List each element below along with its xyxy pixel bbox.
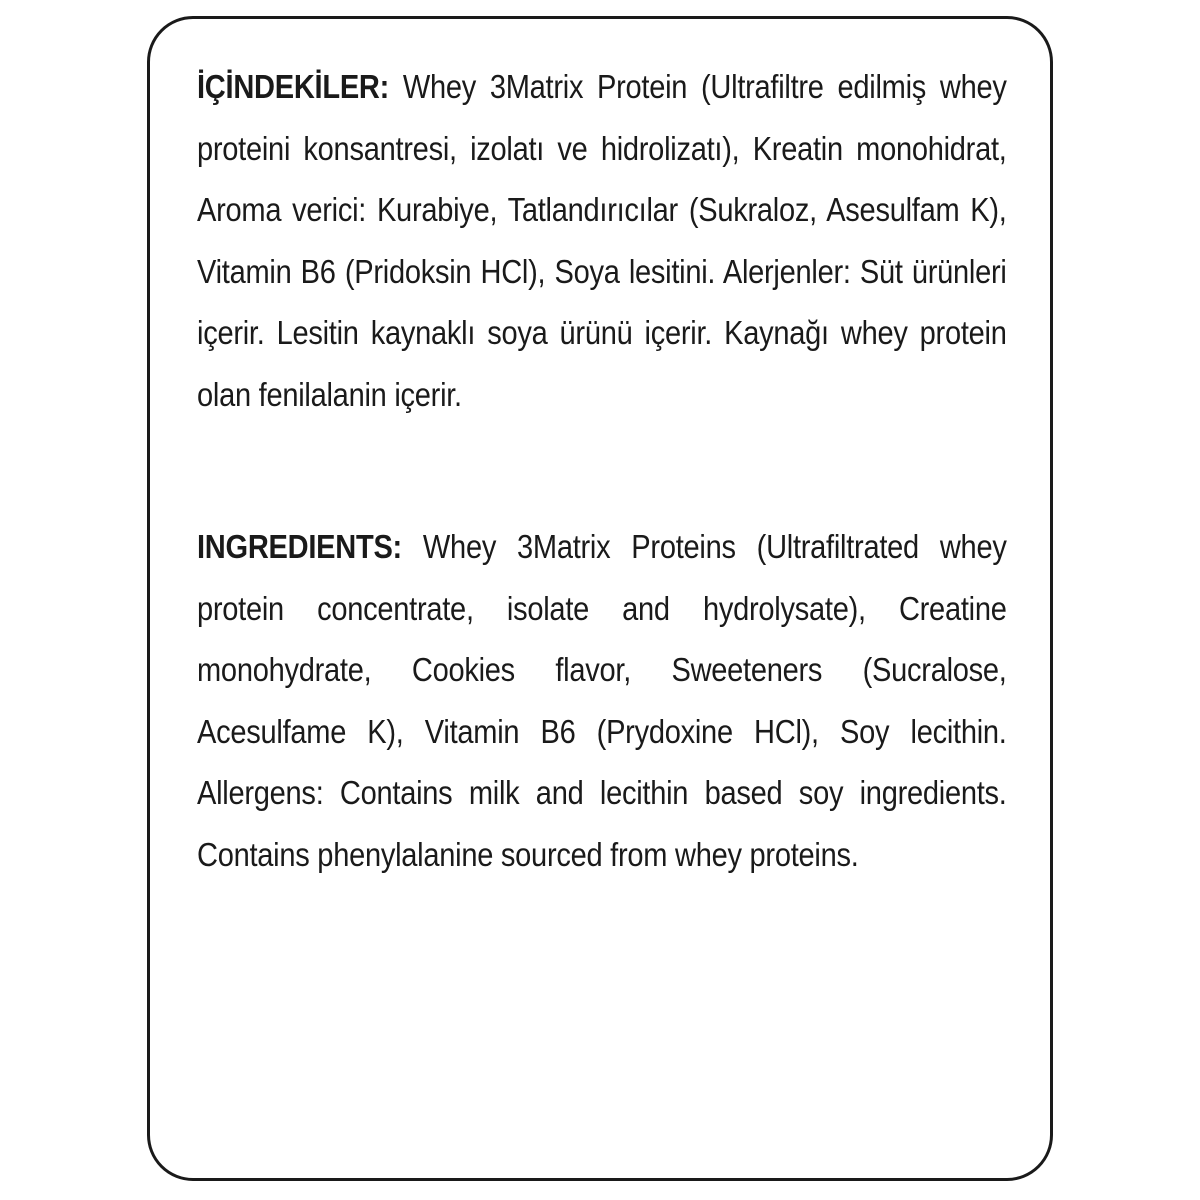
english-ingredients-paragraph <box>197 516 1007 885</box>
english-ingredients-heading: INGREDIENTS: <box>197 528 402 565</box>
turkish-ingredients-text: Whey 3Matrix Protein (Ultrafiltre edilmiş whey proteini konsantresi, izolatı ve hidrolizatı), Kreatin monohidrat, Aroma verici: Kurabiye, Tatlandırıcılar (Sukraloz, Asesulfam K), Vitamin B6 (Pridoksin HCl), Soya lesitini. Alerjenler: Süt ürünleri içerir. Lesitin kaynaklı soya ürünü içerir. Kaynağı whey protein olan fenilalanin içerir. <box>197 68 1007 413</box>
ingredients-label-card <box>147 16 1053 1181</box>
english-ingredients-text: Whey 3Matrix Proteins (Ultrafiltrated whey protein concentrate, isolate and hydrolysate), Creatine monohydrate, Cookies flavor, Sweeteners (Sucralose, Acesulfame K), Vitamin B6 (Prydoxine HCl), Soy lecithin. Allergens: Contains milk and lecithin based soy ingredients. Contains phenylalanine sourced from whey proteins. <box>197 528 1007 873</box>
turkish-ingredients-paragraph <box>197 56 1007 425</box>
turkish-ingredients-heading: İÇİNDEKİLER: <box>197 68 390 105</box>
